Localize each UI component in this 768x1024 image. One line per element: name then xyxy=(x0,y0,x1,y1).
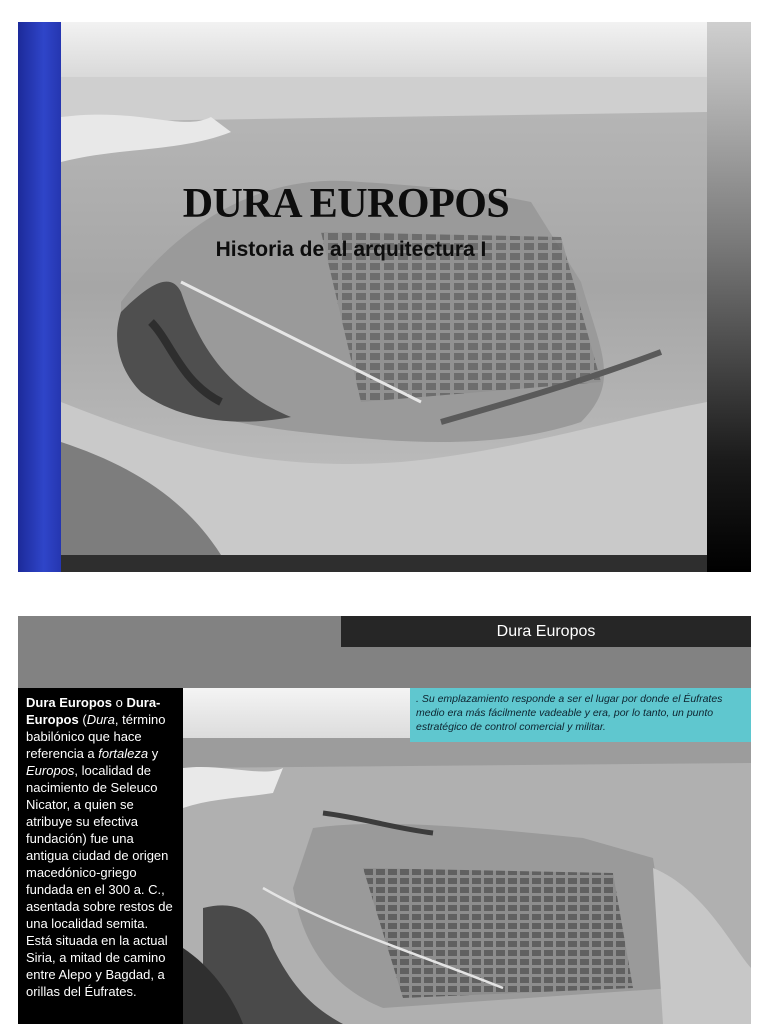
term-dura-europos: Dura Europos xyxy=(26,695,112,710)
slide-left-accent-bar xyxy=(18,22,61,572)
title-slide xyxy=(18,22,751,572)
term-dura: Dura xyxy=(86,712,115,727)
text-paren: ( xyxy=(78,712,87,727)
slide-bottom-band xyxy=(61,555,707,572)
text-or: o xyxy=(111,695,127,710)
term-fortaleza: fortaleza xyxy=(98,746,149,761)
aerial-photo-dura-europos xyxy=(61,22,707,555)
term-europos: Europos xyxy=(26,763,75,778)
content-slide xyxy=(18,616,751,1024)
term-dura-europos-alt: Dura-Europos xyxy=(26,695,161,727)
text-y: y xyxy=(148,746,159,761)
text-part-1: , término babilónico que hace referencia a xyxy=(26,712,166,761)
slide-header: Dura Europos xyxy=(341,616,751,647)
slide-right-gradient-bar xyxy=(707,22,751,572)
slide-title: DURA EUROPOS xyxy=(182,181,510,227)
slide-subtitle: Historia de al arquitectura I xyxy=(215,238,487,261)
description-text-panel xyxy=(18,688,183,1024)
location-callout: . Su emplazamiento responde a ser el lugar por donde el Éufrates medio era más fácilmente vadeable y era, por lo tanto, un punto estratégico de control comercial y militar. xyxy=(410,688,751,742)
text-part-2: , localidad de nacimiento de Seleuco Nicator, a quien se atribuye su efectiva fundación) fue una antigua ciudad de origen macedónico-griego fundada en el 300 a. C., asentada sobre restos de una localidad semita. Está situada en la actual Siria, a mitad de camino entre Alepo y Bagdad, a orillas del Éufrates. xyxy=(26,763,173,999)
